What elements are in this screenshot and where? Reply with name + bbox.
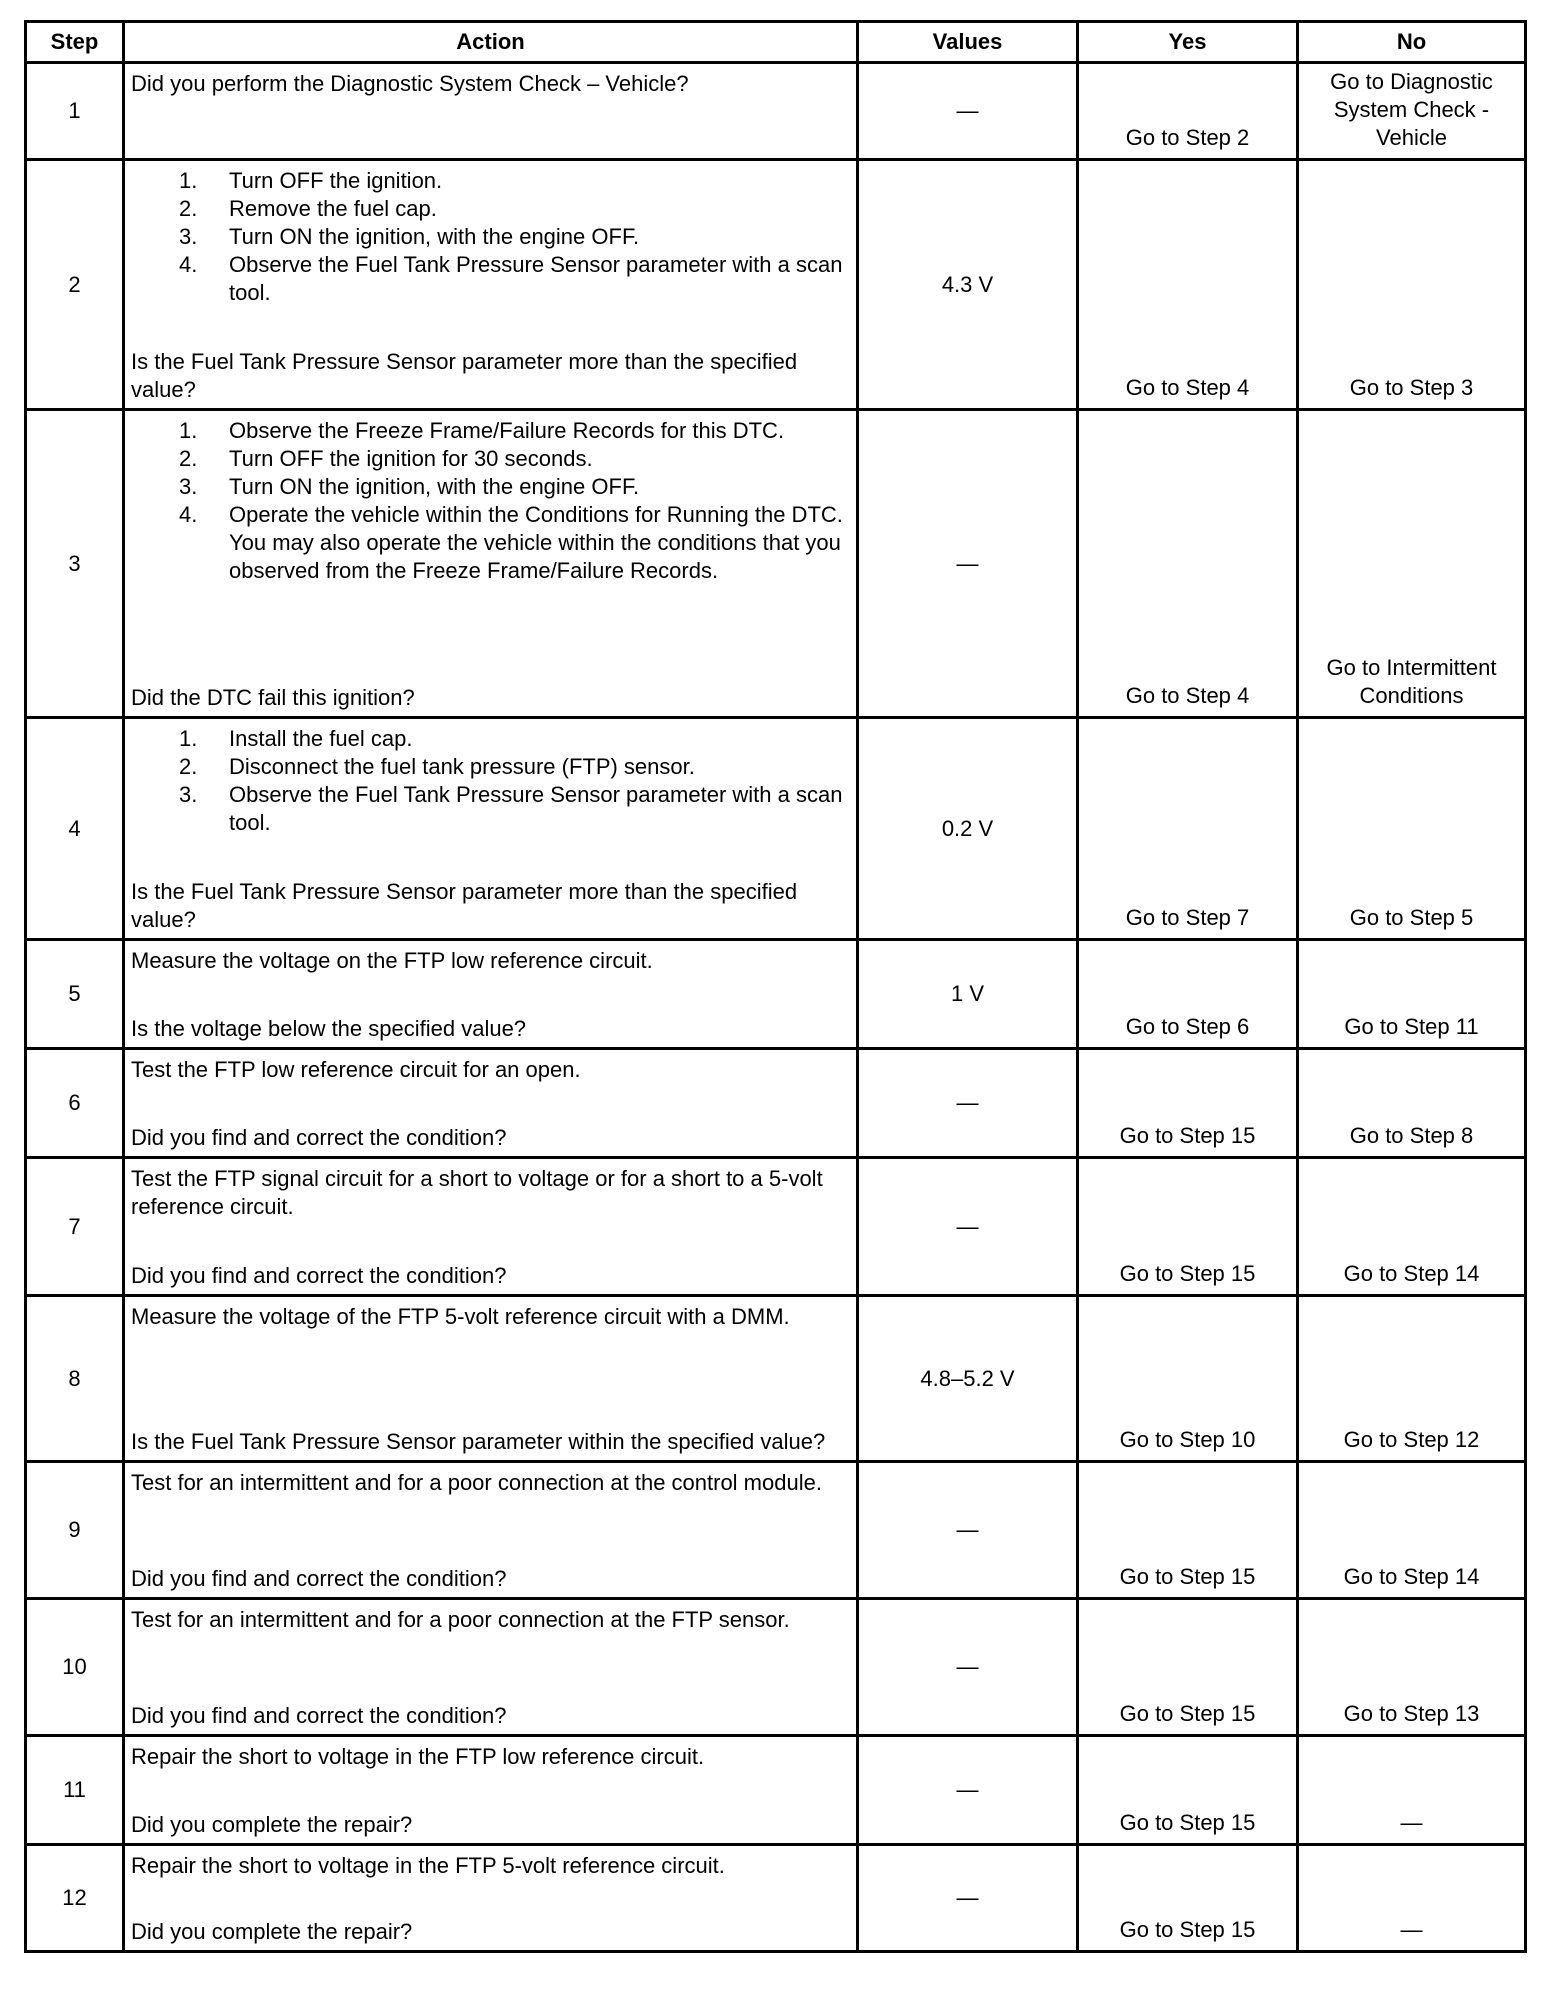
action-content (131, 1743, 848, 1839)
no-cell: Go to Step 14 (1298, 1462, 1526, 1599)
action-step-text: Turn OFF the ignition. (229, 168, 443, 193)
yes-cell: Go to Step 15 (1078, 1158, 1298, 1296)
action-instruction: Did you perform the Diagnostic System Check – Vehicle? (131, 71, 689, 96)
action-cell (124, 1599, 858, 1736)
action-step-item (131, 473, 848, 501)
action-step-number: 3. (179, 474, 198, 499)
action-question: Did you find and correct the condition? (131, 1263, 507, 1288)
no-cell: Go to Step 5 (1298, 718, 1526, 940)
table-row (26, 1296, 1526, 1462)
action-cell (124, 1296, 858, 1462)
no-cell: Go to Step 12 (1298, 1296, 1526, 1462)
action-instruction: Measure the voltage on the FTP low reference circuit. (131, 948, 653, 973)
step-number: 4 (26, 718, 124, 940)
action-question: Did you find and correct the condition? (131, 1703, 507, 1728)
step-number: 8 (26, 1296, 124, 1462)
action-step-number: 1. (179, 168, 198, 193)
table-row (26, 1736, 1526, 1845)
header-values: Values (858, 22, 1078, 63)
table-row (26, 718, 1526, 940)
action-question: Did you complete the repair? (131, 1919, 413, 1944)
table-body (26, 63, 1526, 1952)
yes-cell: Go to Step 4 (1078, 410, 1298, 718)
action-step-number: 1. (179, 418, 198, 443)
step-number: 3 (26, 410, 124, 718)
action-question: Did you find and correct the condition? (131, 1566, 507, 1591)
action-step-list (131, 167, 848, 307)
action-step-text: Turn ON the ignition, with the engine OFF. (229, 474, 640, 499)
action-instructions (131, 1469, 848, 1497)
step-number: 7 (26, 1158, 124, 1296)
action-instructions (131, 1056, 848, 1084)
yes-cell: Go to Step 2 (1078, 63, 1298, 160)
action-content (131, 1165, 848, 1290)
action-content (131, 1303, 848, 1456)
value-cell: 0.2 V (858, 718, 1078, 940)
action-instructions (131, 725, 848, 837)
action-content (131, 1606, 848, 1730)
step-number: 11 (26, 1736, 124, 1845)
action-instruction: Test for an intermittent and for a poor connection at the control module. (131, 1470, 822, 1495)
value-cell: 4.3 V (858, 160, 1078, 410)
value-cell: 4.8–5.2 V (858, 1296, 1078, 1462)
action-cell (124, 1845, 858, 1952)
table-row (26, 1049, 1526, 1158)
action-instructions (131, 417, 848, 585)
table-row (26, 63, 1526, 160)
action-instructions (131, 1303, 848, 1331)
action-content (131, 70, 848, 154)
action-instructions (131, 947, 848, 975)
action-question: Did you find and correct the condition? (131, 1125, 507, 1150)
table-row (26, 1158, 1526, 1296)
action-cell (124, 1462, 858, 1599)
action-step-text: Remove the fuel cap. (229, 196, 437, 221)
action-cell (124, 63, 858, 160)
action-content (131, 1056, 848, 1152)
table-row (26, 940, 1526, 1049)
action-step-text: Observe the Freeze Frame/Failure Records for this DTC. (229, 418, 785, 443)
yes-cell: Go to Step 10 (1078, 1296, 1298, 1462)
action-question: Did the DTC fail this ignition? (131, 685, 415, 710)
value-cell: — (858, 1049, 1078, 1158)
action-step-text: Observe the Fuel Tank Pressure Sensor parameter with a scan tool. (229, 782, 843, 835)
action-instructions (131, 1743, 848, 1771)
value-cell: 1 V (858, 940, 1078, 1049)
action-step-item (131, 223, 848, 251)
step-number: 1 (26, 63, 124, 160)
action-step-number: 4. (179, 502, 198, 527)
yes-cell: Go to Step 15 (1078, 1845, 1298, 1952)
table-row (26, 1599, 1526, 1736)
action-step-text: Observe the Fuel Tank Pressure Sensor parameter with a scan tool. (229, 252, 843, 305)
action-step-number: 2. (179, 196, 198, 221)
action-instruction: Repair the short to voltage in the FTP low reference circuit. (131, 1744, 705, 1769)
action-step-item (131, 445, 848, 473)
action-content (131, 417, 848, 712)
header-row (26, 22, 1526, 63)
action-step-text: Turn OFF the ignition for 30 seconds. (229, 446, 593, 471)
action-cell (124, 1736, 858, 1845)
diagnostic-table (24, 20, 1527, 1953)
action-instructions (131, 1606, 848, 1634)
header-step: Step (26, 22, 124, 63)
action-instruction: Test for an intermittent and for a poor connection at the FTP sensor. (131, 1607, 790, 1632)
action-step-list (131, 417, 848, 585)
no-cell: Go to Step 14 (1298, 1158, 1526, 1296)
action-step-text: Operate the vehicle within the Conditions for Running the DTC. You may also operate the vehicle within the conditions that you observed from the Freeze Frame/Failure Records. (229, 502, 843, 583)
action-cell (124, 410, 858, 718)
yes-cell: Go to Step 6 (1078, 940, 1298, 1049)
action-step-item (131, 167, 848, 195)
action-step-list (131, 725, 848, 837)
action-step-item (131, 501, 848, 585)
header-yes: Yes (1078, 22, 1298, 63)
action-content (131, 1852, 848, 1946)
no-cell: Go to Step 13 (1298, 1599, 1526, 1736)
header-action: Action (124, 22, 858, 63)
action-step-text: Disconnect the fuel tank pressure (FTP) sensor. (229, 754, 695, 779)
value-cell: — (858, 63, 1078, 160)
yes-cell: Go to Step 15 (1078, 1049, 1298, 1158)
no-cell: — (1298, 1845, 1526, 1952)
step-number: 10 (26, 1599, 124, 1736)
yes-cell: Go to Step 4 (1078, 160, 1298, 410)
action-cell (124, 940, 858, 1049)
action-step-item (131, 725, 848, 753)
value-cell: — (858, 1462, 1078, 1599)
action-cell (124, 1049, 858, 1158)
no-cell: Go to Intermittent Conditions (1298, 410, 1526, 718)
yes-cell: Go to Step 15 (1078, 1736, 1298, 1845)
no-cell: Go to Step 11 (1298, 940, 1526, 1049)
no-cell: Go to Step 8 (1298, 1049, 1526, 1158)
action-question: Is the Fuel Tank Pressure Sensor parameter more than the specified value? (131, 879, 798, 932)
value-cell: — (858, 1845, 1078, 1952)
value-cell: — (858, 1158, 1078, 1296)
table-row (26, 410, 1526, 718)
yes-cell: Go to Step 15 (1078, 1462, 1298, 1599)
table-row (26, 1462, 1526, 1599)
step-number: 5 (26, 940, 124, 1049)
action-step-text: Turn ON the ignition, with the engine OFF. (229, 224, 640, 249)
value-cell: — (858, 410, 1078, 718)
action-cell (124, 160, 858, 410)
action-step-number: 2. (179, 754, 198, 779)
action-step-number: 2. (179, 446, 198, 471)
step-number: 2 (26, 160, 124, 410)
action-question: Is the Fuel Tank Pressure Sensor parameter more than the specified value? (131, 349, 798, 402)
step-number: 6 (26, 1049, 124, 1158)
action-instructions (131, 1165, 848, 1221)
action-instruction: Repair the short to voltage in the FTP 5-volt reference circuit. (131, 1853, 725, 1878)
action-step-item (131, 753, 848, 781)
value-cell: — (858, 1736, 1078, 1845)
action-step-number: 1. (179, 726, 198, 751)
action-step-item (131, 417, 848, 445)
no-cell: Go to Diagnostic System Check - Vehicle (1298, 63, 1526, 160)
action-question: Did you complete the repair? (131, 1812, 413, 1837)
action-question: Is the voltage below the specified value? (131, 1016, 527, 1041)
action-step-item (131, 251, 848, 307)
action-instructions (131, 70, 848, 98)
action-content (131, 725, 848, 934)
value-cell: — (858, 1599, 1078, 1736)
action-instruction: Test the FTP low reference circuit for an open. (131, 1057, 581, 1082)
action-step-item (131, 781, 848, 837)
action-cell (124, 718, 858, 940)
action-instructions (131, 167, 848, 307)
table-row (26, 160, 1526, 410)
action-question: Is the Fuel Tank Pressure Sensor parameter within the specified value? (131, 1429, 826, 1454)
action-step-item (131, 195, 848, 223)
action-step-number: 3. (179, 224, 198, 249)
no-cell: — (1298, 1736, 1526, 1845)
action-instruction: Test the FTP signal circuit for a short to voltage or for a short to a 5-volt reference circuit. (131, 1166, 823, 1219)
action-content (131, 947, 848, 1043)
step-number: 9 (26, 1462, 124, 1599)
header-no: No (1298, 22, 1526, 63)
action-step-text: Install the fuel cap. (229, 726, 413, 751)
table-row (26, 1845, 1526, 1952)
action-instructions (131, 1852, 848, 1880)
action-step-number: 3. (179, 782, 198, 807)
yes-cell: Go to Step 15 (1078, 1599, 1298, 1736)
no-cell: Go to Step 3 (1298, 160, 1526, 410)
action-instruction: Measure the voltage of the FTP 5-volt reference circuit with a DMM. (131, 1304, 790, 1329)
yes-cell: Go to Step 7 (1078, 718, 1298, 940)
step-number: 12 (26, 1845, 124, 1952)
action-content (131, 1469, 848, 1593)
action-content (131, 167, 848, 404)
action-cell (124, 1158, 858, 1296)
action-step-number: 4. (179, 252, 198, 277)
